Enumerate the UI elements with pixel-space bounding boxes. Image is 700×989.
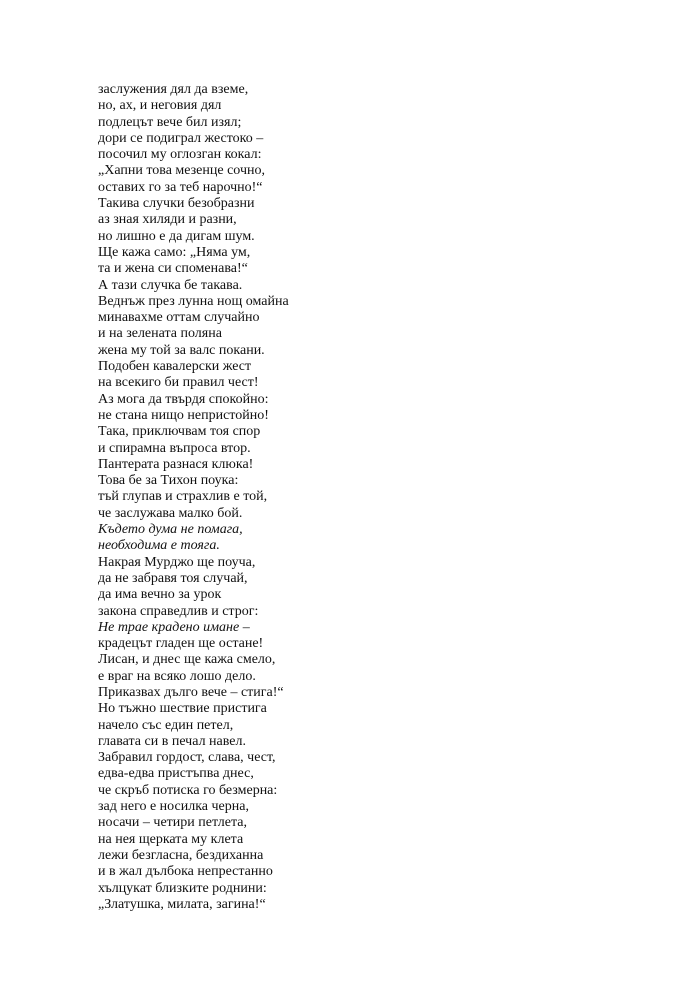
poem-line: Пантерата разнася клюка! (98, 456, 254, 472)
poem-line: дори се подиграл жестоко – (98, 130, 264, 146)
poem-line: оставих го за теб нарочно!“ (98, 179, 263, 195)
poem-line: главата си в печал навел. (98, 733, 246, 749)
poem-line: закона справедлив и строг: (98, 603, 259, 619)
poem-line: аз зная хиляди и разни, (98, 212, 237, 228)
poem-line: на нея щерката му клета (98, 831, 244, 847)
poem-line: Така, приключвам тоя спор (98, 424, 261, 440)
poem-line: та и жена си споменава!“ (98, 261, 248, 277)
poem-line: Забравил гордост, слава, чест, (98, 750, 276, 766)
poem-line: и на зелената поляна (98, 326, 222, 342)
poem-line: „Хапни това мезенце сочно, (98, 163, 265, 179)
poem-line: тъй глупав и страхлив е той, (98, 489, 268, 505)
poem-line: крадецът гладен ще остане! (98, 636, 264, 652)
poem-line: да не забравя тоя случай, (98, 570, 248, 586)
poem-line: Това бе за Тихон поука: (98, 473, 239, 489)
poem-line: не стана нищо непристойно! (98, 407, 269, 423)
poem-line: жена му той за валс покани. (98, 342, 265, 358)
poem-line: необходима е тояга. (98, 538, 220, 554)
poem-line: посочил му оглозган кокал: (98, 147, 262, 163)
poem-line: Накрая Мурджо ще поуча, (98, 554, 256, 570)
poem-line: и спирамна въпроса втор. (98, 440, 251, 456)
poem-line: хълцукат близките роднини: (98, 880, 267, 896)
poem-line: Веднъж през лунна нощ омайна (98, 293, 289, 309)
poem-line: подлецът вече бил изял; (98, 114, 242, 130)
poem-line: Където дума не помага, (98, 522, 243, 538)
poem-line: Аз мога да твърдя спокойно: (98, 391, 269, 407)
poem-line: минавахме оттам случайно (98, 310, 260, 326)
poem-line: лежи безгласна, бездиханна (98, 847, 264, 863)
poem-line: зад него е носилка черна, (98, 799, 249, 815)
poem-line: „Златушка, милата, загина!“ (98, 896, 266, 912)
poem-line: че заслужава малко бой. (98, 505, 243, 521)
poem-line: да има вечно за урок (98, 587, 222, 603)
poem-line: Подобен кавалерски жест (98, 359, 252, 375)
poem-line: но лишно е да дигам шум. (98, 228, 255, 244)
poem-line: Но тъжно шествие пристига (98, 701, 267, 717)
poem-line: е враг на всяко лошо дело. (98, 668, 256, 684)
poem-line: но, ах, и неговия дял (98, 98, 222, 114)
poem-line: носачи – четири петлета, (98, 815, 247, 831)
poem-line: и в жал дълбока непрестанно (98, 864, 273, 880)
poem-line: на всекиго би правил чест! (98, 375, 259, 391)
poem-line: начело със един петел, (98, 717, 234, 733)
poem-line: едва-едва пристъпва днес, (98, 766, 254, 782)
poem-line: Не трае крадено имане – (98, 619, 250, 635)
poem-line: Ще кажа само: „Няма ум, (98, 244, 251, 260)
poem-line: Приказвах дълго вече – стига!“ (98, 684, 284, 700)
poem-line: Такива случки безобразни (98, 196, 255, 212)
poem-line: че скръб потиска го безмерна: (98, 782, 278, 798)
poem-line: Лисан, и днес ще кажа смело, (98, 652, 276, 668)
poem-text-block (98, 82, 289, 913)
poem-line: заслужения дял да вземе, (98, 82, 249, 97)
poem-line: А тази случка бе такава. (98, 277, 243, 293)
